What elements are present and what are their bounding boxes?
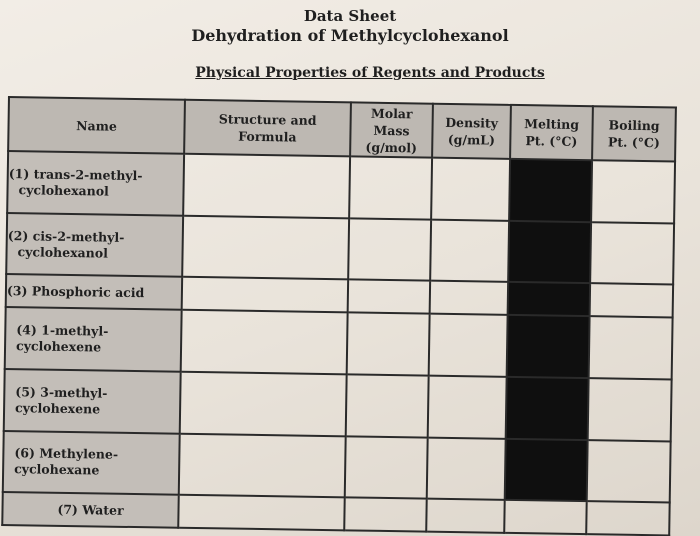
cell-molar-mass[interactable] bbox=[348, 218, 431, 281]
col-melting-line-1: Melting bbox=[524, 116, 580, 132]
cell-molar-mass[interactable] bbox=[345, 436, 428, 499]
cell-boiling[interactable] bbox=[590, 284, 674, 318]
document-title: Data Sheet bbox=[303, 7, 397, 25]
cell-boiling[interactable] bbox=[590, 222, 674, 285]
cell-density[interactable] bbox=[429, 314, 508, 377]
col-structure bbox=[184, 100, 351, 157]
row-name-line-1: (5) 3-methyl- bbox=[15, 383, 108, 401]
cell-molar-mass[interactable] bbox=[348, 280, 431, 314]
row-name bbox=[5, 307, 182, 371]
col-molar-mass-line-2: Mass bbox=[373, 122, 410, 138]
col-name: Name bbox=[8, 97, 185, 154]
col-boiling-line-2: Pt. (°C) bbox=[607, 134, 660, 151]
table-row bbox=[4, 369, 672, 441]
cell-density[interactable] bbox=[426, 499, 505, 533]
table-row bbox=[5, 307, 673, 379]
row-name-line-2: cyclohexanol bbox=[18, 182, 109, 199]
cell-melting-blacked-out bbox=[508, 221, 591, 284]
col-structure-line-1: Structure and bbox=[218, 111, 317, 128]
cell-melting-blacked-out bbox=[507, 315, 590, 378]
cell-melting-blacked-out bbox=[505, 438, 588, 501]
cell-boiling[interactable] bbox=[589, 316, 673, 379]
cell-boiling[interactable] bbox=[586, 501, 670, 535]
col-density-line-2: (g/mL) bbox=[447, 131, 496, 148]
row-name-line-1: (4) 1-methyl- bbox=[16, 322, 109, 339]
row-name-line-2: cyclohexene bbox=[14, 399, 101, 417]
row-name bbox=[3, 431, 180, 495]
cell-density[interactable] bbox=[430, 219, 509, 282]
row-name-line-1: (2) cis-2-methyl- bbox=[7, 227, 125, 245]
row-name-line-2: cyclohexane bbox=[14, 461, 100, 478]
experiment-title: Dehydration of Methylcyclohexanol bbox=[191, 26, 509, 45]
row-name-line-2: cyclohexene bbox=[15, 338, 102, 355]
cell-boiling[interactable] bbox=[591, 160, 675, 223]
row-name bbox=[4, 369, 181, 433]
col-boiling bbox=[592, 106, 676, 161]
cell-structure[interactable] bbox=[180, 372, 347, 436]
cell-molar-mass[interactable] bbox=[344, 498, 427, 532]
cell-structure[interactable] bbox=[178, 495, 344, 530]
col-molar-mass bbox=[350, 102, 433, 157]
cell-structure[interactable] bbox=[179, 433, 346, 497]
cell-melting[interactable] bbox=[504, 500, 587, 534]
cell-structure[interactable] bbox=[182, 277, 348, 312]
col-melting bbox=[510, 105, 593, 160]
row-name-line-1: (7) Water bbox=[57, 501, 124, 518]
col-melting-line-2: Pt. (°C) bbox=[525, 133, 578, 149]
cell-melting-blacked-out bbox=[508, 282, 591, 316]
cell-density[interactable] bbox=[431, 158, 510, 221]
cell-structure[interactable] bbox=[183, 154, 350, 218]
cell-density[interactable] bbox=[428, 375, 507, 438]
properties-table bbox=[1, 96, 677, 536]
row-name-line-1: (6) Methylene- bbox=[14, 445, 119, 463]
row-name-line-1: (1) trans-2-methyl- bbox=[8, 165, 143, 183]
cell-molar-mass[interactable] bbox=[346, 374, 429, 437]
cell-density[interactable] bbox=[430, 281, 509, 315]
row-name bbox=[6, 213, 183, 277]
table-row bbox=[3, 431, 671, 503]
col-boiling-line-1: Boiling bbox=[608, 117, 660, 134]
table-row bbox=[7, 151, 675, 223]
row-name bbox=[7, 151, 184, 215]
section-heading: Physical Properties of Regents and Products bbox=[195, 65, 545, 81]
cell-structure[interactable] bbox=[181, 310, 348, 374]
row-name bbox=[6, 274, 182, 309]
col-molar-mass-line-1: Molar bbox=[370, 105, 413, 121]
row-name-line-2: cyclohexanol bbox=[17, 243, 109, 261]
col-molar-mass-line-3: (g/mol) bbox=[365, 139, 418, 155]
cell-boiling[interactable] bbox=[588, 378, 672, 441]
col-structure-line-2: Formula bbox=[238, 128, 297, 145]
cell-melting-blacked-out bbox=[506, 377, 589, 440]
cell-molar-mass[interactable] bbox=[349, 156, 432, 219]
cell-density[interactable] bbox=[427, 437, 506, 500]
cell-structure[interactable] bbox=[182, 215, 349, 279]
row-name-line-1: (3) Phosphoric acid bbox=[6, 282, 145, 300]
title-block bbox=[0, 6, 700, 46]
table-row bbox=[6, 213, 674, 285]
cell-boiling[interactable] bbox=[587, 440, 671, 503]
cell-melting-blacked-out bbox=[509, 159, 592, 222]
row-name bbox=[2, 492, 178, 527]
col-density bbox=[432, 104, 511, 159]
col-density-line-1: Density bbox=[445, 114, 499, 131]
cell-molar-mass[interactable] bbox=[347, 312, 430, 375]
